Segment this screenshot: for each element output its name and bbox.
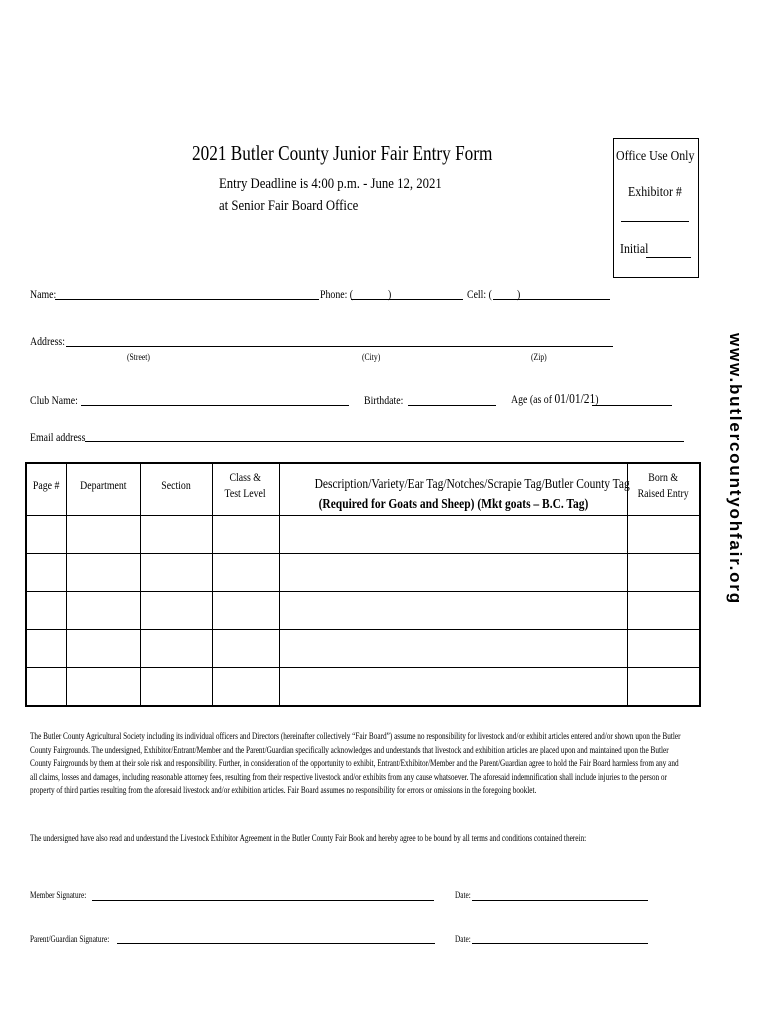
office-exhibitor-field[interactable] [621,221,689,222]
page-cell[interactable] [26,592,66,630]
born-raised-cell[interactable] [627,630,700,668]
parent-signature-field[interactable] [117,943,435,944]
col-header-description: Description/Variety/Ear Tag/Notches/Scrapie Tag/Butler County Tag (Required for Goats and Sheep) (Mkt goats – B.C. Tag) [279,463,627,516]
parent-date-label: Date: [455,934,471,944]
entry-table [25,462,701,707]
department-cell[interactable] [66,668,140,707]
col-header-page: Page # [26,463,66,516]
phone-paren-close: ) [388,287,392,301]
entry-row [26,554,700,592]
born-raised-cell[interactable] [627,516,700,554]
col-header-class: Class & Test Level [212,463,279,516]
zip-caption: (Zip) [531,352,547,362]
side-website-url: www.butlercountyohfair.org [726,333,745,605]
phone-field[interactable] [351,299,463,300]
born-raised-cell[interactable] [627,668,700,707]
member-date-field[interactable] [472,900,648,901]
street-caption: (Street) [127,352,150,362]
department-cell[interactable] [66,554,140,592]
office-initial-label: Initial [620,242,649,257]
parent-signature-label: Parent/Guardian Signature: [30,934,110,944]
department-cell[interactable] [66,592,140,630]
description-cell[interactable] [279,516,627,554]
address-label: Address: [30,334,65,348]
birthdate-label: Birthdate: [364,393,404,407]
cell-paren-close: ) [517,287,521,301]
name-field[interactable] [55,299,319,300]
email-label: Email address [30,430,86,444]
section-cell[interactable] [140,516,212,554]
entry-deadline: Entry Deadline is 4:00 p.m. - June 12, 2021 [219,176,442,192]
phone-label: Phone: ( [320,287,354,301]
page-cell[interactable] [26,516,66,554]
description-cell[interactable] [279,554,627,592]
section-cell[interactable] [140,554,212,592]
address-field[interactable] [66,346,613,347]
member-signature-label: Member Signature: [30,890,87,900]
class-cell[interactable] [212,668,279,707]
department-cell[interactable] [66,630,140,668]
office-exhibitor-label: Exhibitor # [628,185,682,200]
entry-row [26,592,700,630]
description-cell[interactable] [279,630,627,668]
parent-date-field[interactable] [472,943,648,944]
club-name-field[interactable] [81,405,349,406]
col-header-section: Section [140,463,212,516]
section-cell[interactable] [140,630,212,668]
born-raised-cell[interactable] [627,554,700,592]
liability-disclaimer: The Butler County Agricultural Society including its individual officers and Directors (hereinafter collectively “Fair Board”) assume no responsibility for livestock and/or exhibit articles entered and/or shown upon the Butler County Fairgrounds. The undersigned, Exhibitor/Entrant/Member and the Parent/Guardian specifically acknowledges and understands that livestock and exhibition articles are placed upon and maintained upon the Butler County Fairgrounds by them at their sole risk and responsibility. Further, in consideration of the opportunity to exhibit, Entrant/Exhibitor/Member and the Parent/Guardian agree to hold the Fair Board harmless from any and all claims, losses and damages, including reasonable attorney fees, resulting from their respective livestock and/or exhibits from any cause whatsoever. The aforesaid indemnification shall include injuries to the person or property of third parties resulting from the aforesaid livestock and/or exhibition articles. Fair Board assumes no responsibility for errors or omissions in the foregoing booklet. [30,731,681,796]
cell-field[interactable] [493,299,610,300]
deadline-location: at Senior Fair Board Office [219,198,359,214]
class-cell[interactable] [212,554,279,592]
section-cell[interactable] [140,592,212,630]
department-cell[interactable] [66,516,140,554]
born-raised-cell[interactable] [627,592,700,630]
club-name-label: Club Name: [30,393,78,407]
col-header-born-raised: Born & Raised Entry [627,463,700,516]
entry-row [26,668,700,707]
class-cell[interactable] [212,630,279,668]
agreement-statement: The undersigned have also read and understand the Livestock Exhibitor Agreement in the Butler County Fair Book and hereby agree to be bound by all terms and conditions contained therein: [30,833,587,843]
page-cell[interactable] [26,554,66,592]
class-cell[interactable] [212,592,279,630]
form-title: 2021 Butler County Junior Fair Entry Form [192,141,493,165]
entry-row [26,516,700,554]
page-cell[interactable] [26,630,66,668]
city-caption: (City) [362,352,381,362]
member-signature-field[interactable] [92,900,434,901]
col-header-department: Department [66,463,140,516]
page-cell[interactable] [26,668,66,707]
email-field[interactable] [85,441,684,442]
age-label: Age (as of 01/01/21) [511,392,599,407]
name-label: Name: [30,287,57,301]
entry-row [26,630,700,668]
member-date-label: Date: [455,890,471,900]
office-use-title: Office Use Only [616,149,695,164]
cell-label: Cell: ( [467,287,492,301]
office-initial-field[interactable] [646,257,691,258]
entry-table-header [26,463,700,516]
age-field[interactable] [592,405,672,406]
description-cell[interactable] [279,592,627,630]
birthdate-field[interactable] [408,405,496,406]
section-cell[interactable] [140,668,212,707]
class-cell[interactable] [212,516,279,554]
description-cell[interactable] [279,668,627,707]
